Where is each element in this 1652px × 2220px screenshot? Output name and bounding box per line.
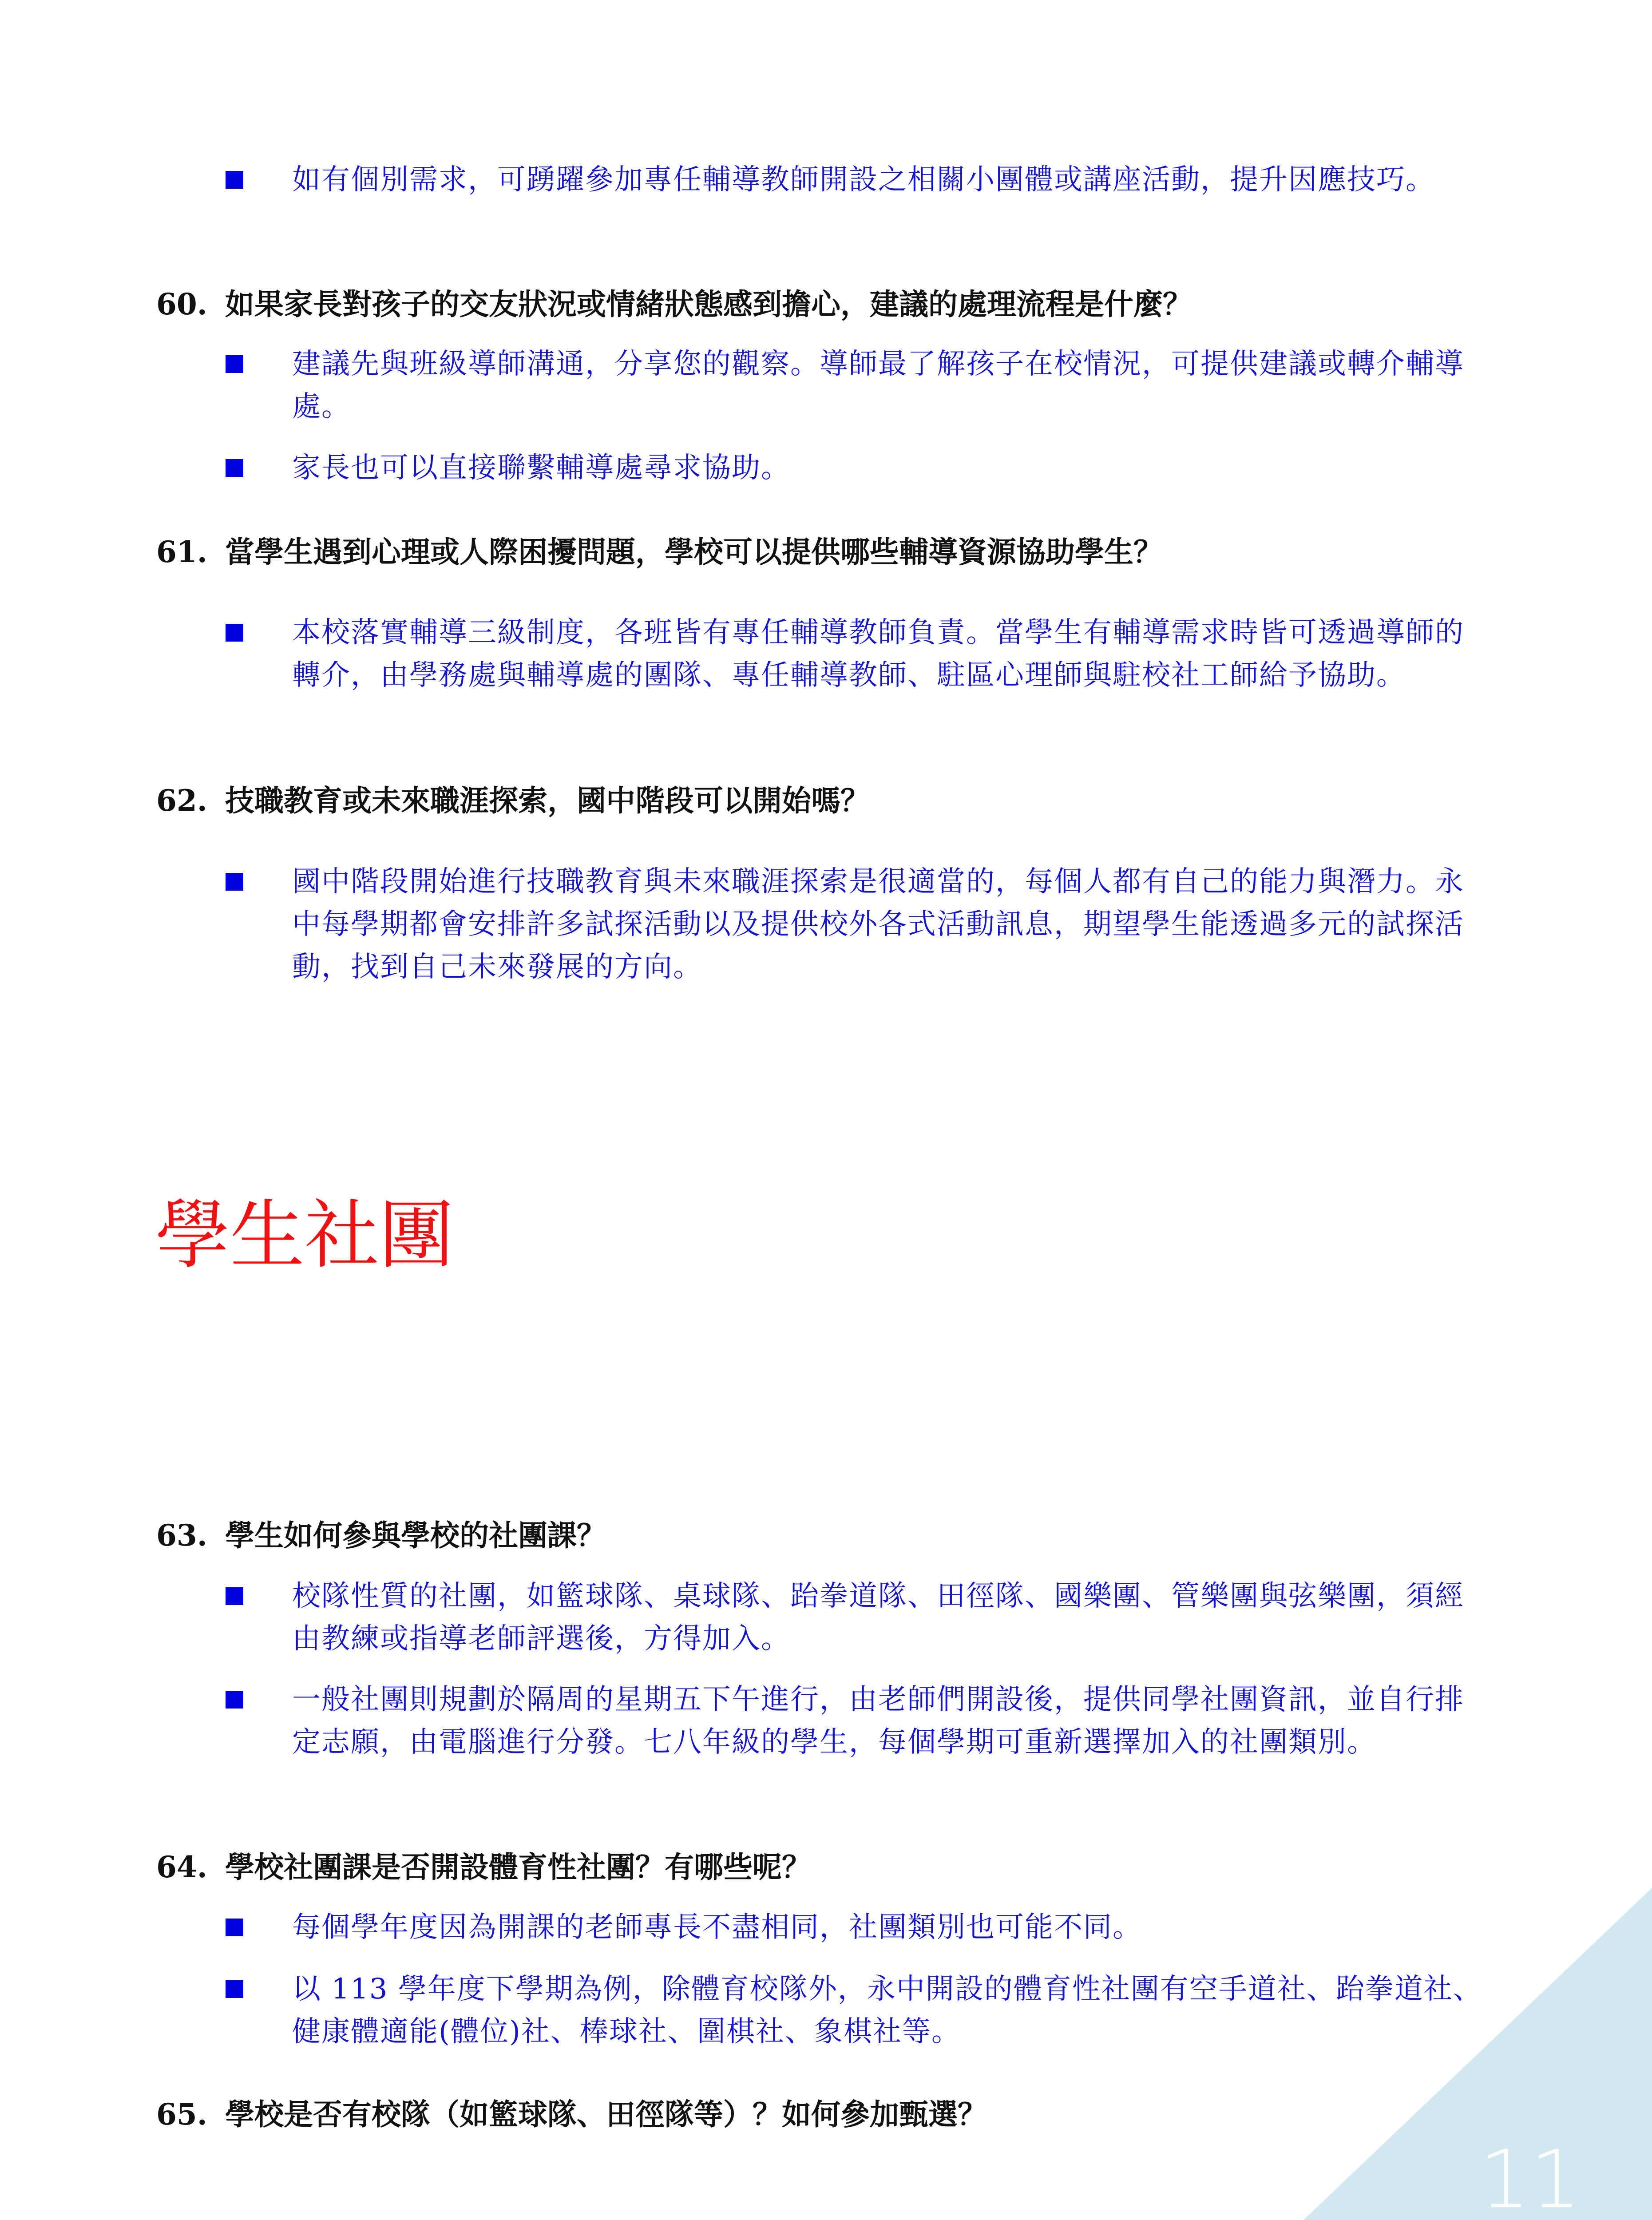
question-text: 學生如何參與學校的社團課？ bbox=[225, 1518, 606, 1553]
bullet-icon bbox=[226, 873, 243, 891]
bullet-icon bbox=[226, 171, 243, 189]
answer-text: 本校落實輔導三級制度，各班皆有專任輔導教師負責。當學生有輔導需求時皆可透過導師的轉介，由學務處與輔導處的團隊、專任輔導教師、駐區心理師與駐校社工師給予協助。 bbox=[292, 616, 1464, 692]
answer-text: 校隊性質的社團，如籃球隊、桌球隊、跆拳道隊、田徑隊、國樂團、管樂團與弦樂團，須經由教練或指導老師評選後，方得加入。 bbox=[292, 1580, 1464, 1655]
question-number: 65. bbox=[156, 2097, 207, 2132]
section-title: 學生社團 bbox=[155, 1192, 454, 1279]
page-number: 11 bbox=[1479, 2133, 1581, 2220]
question-60 bbox=[156, 283, 1192, 325]
bullet-icon bbox=[226, 1980, 243, 1998]
question-number: 60. bbox=[156, 287, 207, 321]
question-63 bbox=[156, 1514, 606, 1557]
question-text: 學校是否有校隊（如籃球隊、田徑隊等）？如何參加甄選？ bbox=[225, 2097, 987, 2132]
question-61 bbox=[156, 531, 1163, 573]
bullet-icon bbox=[226, 1919, 243, 1936]
answer-text: 建議先與班級導師溝通，分享您的觀察。導師最了解孩子在校情況，可提供建議或轉介輔導處。 bbox=[292, 348, 1464, 423]
question-text: 學校社團課是否開設體育性社團？有哪些呢？ bbox=[225, 1850, 811, 1884]
question-text: 技職教育或未來職涯探索，國中階段可以開始嗎？ bbox=[225, 783, 870, 818]
question-number: 62. bbox=[156, 783, 207, 818]
answer-text: 家長也可以直接聯繫輔導處尋求協助。 bbox=[292, 452, 790, 484]
question-text: 如果家長對孩子的交友狀況或情緒狀態感到擔心，建議的處理流程是什麼？ bbox=[225, 287, 1192, 321]
bullet-icon bbox=[226, 355, 243, 373]
bullet-icon bbox=[226, 624, 243, 642]
bullet-icon bbox=[226, 1587, 243, 1605]
answer-text: 以 113 學年度下學期為例，除體育校隊外，永中開設的體育性社團有空手道社、跆拳道社、健康體適能(體位)社、棒球社、圍棋社、象棋社等。 bbox=[292, 1973, 1482, 2048]
bullet-icon bbox=[226, 459, 243, 477]
question-65 bbox=[156, 2093, 987, 2136]
question-number: 64. bbox=[156, 1850, 207, 1884]
bullet-icon bbox=[226, 1691, 243, 1709]
question-number: 61. bbox=[156, 535, 207, 569]
question-64 bbox=[156, 1846, 811, 1888]
question-number: 63. bbox=[156, 1518, 207, 1553]
answer-text: 一般社團則規劃於隔周的星期五下午進行，由老師們開設後，提供同學社團資訊，並自行排定志願，由電腦進行分發。七八年級的學生，每個學期可重新選擇加入的社團類別。 bbox=[292, 1683, 1464, 1759]
question-62 bbox=[156, 779, 870, 822]
answer-text: 每個學年度因為開課的老師專長不盡相同，社團類別也可能不同。 bbox=[292, 1911, 1142, 1944]
answer-text: 如有個別需求，可踴躍參加專任輔導教師開設之相關小團體或講座活動，提升因應技巧。 bbox=[292, 163, 1435, 196]
question-text: 當學生遇到心理或人際困擾問題，學校可以提供哪些輔導資源協助學生？ bbox=[225, 535, 1163, 569]
answer-text: 國中階段開始進行技職教育與未來職涯探索是很適當的，每個人都有自己的能力與潛力。永中每學期都會安排許多試探活動以及提供校外各式活動訊息，期望學生能透過多元的試探活動，找到自己未來發展的方向。 bbox=[292, 865, 1464, 983]
